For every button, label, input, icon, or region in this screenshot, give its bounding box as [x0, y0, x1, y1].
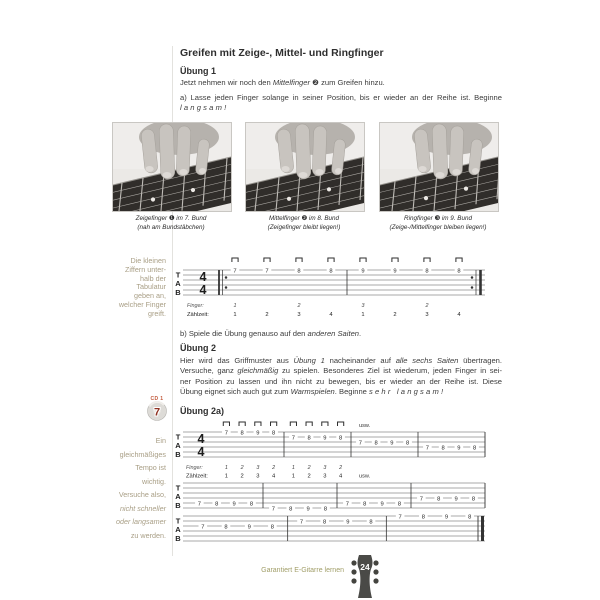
tablature-exercise2a-system3 [173, 512, 495, 546]
svg-text:9: 9 [393, 268, 397, 275]
cd-track-number: 7 [153, 406, 161, 419]
svg-text:usw.: usw. [359, 473, 371, 480]
svg-text:8: 8 [249, 501, 254, 508]
svg-text:7: 7 [233, 268, 237, 275]
exercise1-intro: Jetzt nehmen wir noch den Mittelfinger ❷ zum Greifen hinzu. [180, 78, 385, 87]
svg-text:T: T [175, 483, 181, 493]
caption-line: Mittelfinger ❷ im 8. Bund [268, 215, 340, 222]
photo-caption-1 [96, 215, 246, 232]
svg-text:Zählzeit:: Zählzeit: [187, 312, 209, 318]
svg-text:7: 7 [271, 506, 275, 513]
svg-text:3: 3 [361, 303, 365, 309]
svg-text:7: 7 [291, 435, 295, 442]
svg-text:4: 4 [197, 431, 205, 446]
svg-text:3: 3 [323, 465, 327, 471]
svg-text:A: A [175, 492, 181, 502]
svg-text:8: 8 [397, 501, 402, 508]
exercise1-item-a [180, 93, 502, 114]
svg-text:B: B [175, 533, 181, 543]
svg-text:9: 9 [444, 514, 449, 521]
caption-line: (nah am Bundstäbchen) [137, 223, 205, 231]
svg-text:4: 4 [338, 473, 343, 480]
paragraph-line: Versuche, ganz gleichmäßig zu spielen. Besonderes Ziel ist wiederum, jeden Finger in sei- [180, 366, 502, 376]
margin-note-1: Die kleinen Ziffern unter- halb der Tabulatur geben an, welcher Finger greift. [118, 256, 166, 318]
svg-text:9: 9 [306, 506, 310, 513]
svg-text:7: 7 [299, 519, 304, 526]
svg-text:usw.: usw. [359, 423, 371, 429]
svg-text:3: 3 [256, 473, 260, 480]
svg-text:2: 2 [240, 465, 244, 471]
fretboard-photo-3 [380, 123, 498, 211]
svg-text:2: 2 [425, 303, 429, 309]
svg-text:8: 8 [240, 430, 244, 437]
svg-text:9: 9 [454, 496, 458, 503]
svg-text:2: 2 [272, 465, 276, 471]
svg-text:1: 1 [361, 312, 365, 318]
svg-text:4: 4 [271, 473, 276, 480]
caption-line: Ringfinger ❸ im 9. Bund [404, 215, 472, 222]
svg-text:2: 2 [339, 465, 343, 471]
svg-text:Zählzeit:: Zählzeit: [186, 473, 208, 480]
svg-text:B: B [175, 449, 181, 459]
photo-caption-2 [229, 215, 379, 232]
svg-text:4: 4 [199, 269, 207, 284]
svg-text:Finger:: Finger: [187, 303, 204, 309]
svg-text:8: 8 [425, 268, 429, 275]
svg-text:9: 9 [256, 430, 260, 437]
svg-text:A: A [175, 441, 181, 451]
svg-text:T: T [175, 516, 181, 526]
svg-text:3: 3 [256, 465, 260, 471]
photo-caption-3 [363, 215, 513, 232]
svg-text:7: 7 [398, 514, 402, 521]
svg-text:8: 8 [215, 501, 219, 508]
svg-text:2: 2 [393, 312, 397, 318]
svg-text:9: 9 [457, 445, 461, 452]
tablature-exercise2a-system2 [173, 479, 495, 513]
svg-text:8: 8 [338, 435, 343, 442]
svg-text:2: 2 [307, 473, 311, 480]
svg-text:1: 1 [224, 473, 228, 480]
svg-text:A: A [175, 279, 181, 289]
svg-text:4: 4 [199, 283, 207, 297]
svg-text:B: B [175, 287, 181, 297]
caption-line: Zeigefinger ❶ im 7. Bund [135, 215, 207, 222]
tablature-exercise1 [173, 254, 495, 320]
fretboard-photo-2 [246, 123, 364, 211]
svg-text:7: 7 [224, 430, 228, 437]
svg-text:8: 8 [270, 524, 274, 531]
svg-text:8: 8 [374, 440, 378, 447]
exercise1-item-b: b) Spiele die Übung genauso auf den anderen Saiten. [180, 329, 362, 338]
svg-text:8: 8 [323, 506, 328, 513]
cd-label: CD 1 [150, 396, 164, 402]
svg-text:8: 8 [363, 501, 367, 508]
svg-text:9: 9 [390, 440, 394, 447]
svg-text:7: 7 [425, 445, 429, 452]
svg-text:2: 2 [307, 465, 311, 471]
svg-text:B: B [175, 500, 181, 510]
svg-text:9: 9 [361, 268, 365, 275]
svg-text:9: 9 [380, 501, 384, 508]
svg-text:7: 7 [197, 501, 201, 508]
paragraph-line: ner Position zu lassen und ihn nicht zu bewegen, bis er wieder an der Reihe ist. Diese [180, 376, 502, 386]
caption-line: (Zeige-/Mittelfinger bleiben liegen!) [389, 223, 487, 231]
cd-track-badge [141, 393, 173, 423]
photo-ringfinger-9-bund [379, 122, 499, 212]
svg-text:8: 8 [471, 496, 476, 503]
svg-text:A: A [175, 525, 181, 535]
svg-text:8: 8 [329, 268, 333, 275]
svg-text:8: 8 [323, 519, 327, 526]
svg-text:Finger:: Finger: [186, 465, 203, 471]
exercise1-heading: Übung 1 [180, 66, 216, 76]
margin-note-2: Ein gleichmäßiges Tempo ist wichtig. Versuche also, nicht schneller oder langsamer zu werden. [116, 436, 166, 540]
svg-text:8: 8 [472, 445, 477, 452]
caption-line: (Zeigefinger bleibt liegen!) [267, 223, 341, 231]
svg-text:4: 4 [457, 312, 461, 318]
svg-text:8: 8 [468, 514, 472, 521]
svg-text:9: 9 [346, 519, 350, 526]
svg-text:7: 7 [419, 496, 423, 503]
svg-text:8: 8 [457, 268, 461, 275]
svg-text:2: 2 [240, 473, 244, 480]
svg-text:1: 1 [233, 312, 237, 318]
guitar-headstock-icon [350, 554, 380, 600]
page-number: 24 [360, 562, 370, 572]
svg-text:1: 1 [291, 473, 295, 480]
item-a-line1: a) Lasse jeden Finger solange in seiner Position, bis er wieder an der Reihe ist. Beginne [180, 93, 502, 102]
footer-series-title: Garantiert E-Gitarre lernen [261, 567, 344, 574]
svg-text:8: 8 [224, 524, 228, 531]
svg-text:T: T [175, 432, 181, 442]
svg-text:3: 3 [425, 312, 429, 318]
svg-text:9: 9 [247, 524, 251, 531]
photo-zeigefinger-7-bund [112, 122, 232, 212]
exercise2a-heading: Übung 2a) [180, 406, 224, 416]
svg-text:8: 8 [405, 440, 410, 447]
svg-text:8: 8 [421, 514, 425, 521]
svg-text:8: 8 [437, 496, 441, 503]
svg-text:1: 1 [233, 303, 237, 309]
svg-text:2: 2 [265, 312, 269, 318]
svg-text:7: 7 [345, 501, 349, 508]
svg-text:7: 7 [358, 440, 362, 447]
svg-text:3: 3 [297, 312, 301, 318]
svg-text:8: 8 [271, 430, 276, 437]
svg-text:9: 9 [323, 435, 327, 442]
svg-text:7: 7 [265, 268, 269, 275]
svg-text:T: T [175, 270, 181, 280]
svg-text:8: 8 [307, 435, 311, 442]
fretboard-photo-1 [113, 123, 231, 211]
svg-text:8: 8 [441, 445, 445, 452]
svg-text:4: 4 [329, 312, 333, 318]
item-a-emphasis: langsam! [180, 103, 229, 113]
paragraph-line: Hier wird das Griffmuster aus Übung 1 nacheinander auf alle sechs Saiten übertragen. [180, 356, 502, 365]
svg-text:8: 8 [297, 268, 301, 275]
svg-text:8: 8 [369, 519, 373, 526]
svg-text:7: 7 [201, 524, 205, 531]
page-title: Greifen mit Zeige-, Mittel- und Ringfinger [180, 47, 384, 59]
svg-text:4: 4 [197, 445, 205, 459]
exercise2-heading: Übung 2 [180, 343, 216, 353]
tablature-exercise2a-system1 [173, 418, 495, 480]
svg-text:1: 1 [224, 465, 228, 471]
photo-mittelfinger-8-bund [245, 122, 365, 212]
svg-text:8: 8 [289, 506, 293, 513]
svg-text:2: 2 [297, 303, 301, 309]
svg-text:9: 9 [232, 501, 236, 508]
exercise2-paragraph [180, 356, 502, 398]
svg-text:3: 3 [323, 473, 327, 480]
svg-text:1: 1 [291, 465, 295, 471]
paragraph-line: Übung eignet sich auch gut zum Warmspielen. Beginne sehr langsam! [180, 387, 446, 397]
